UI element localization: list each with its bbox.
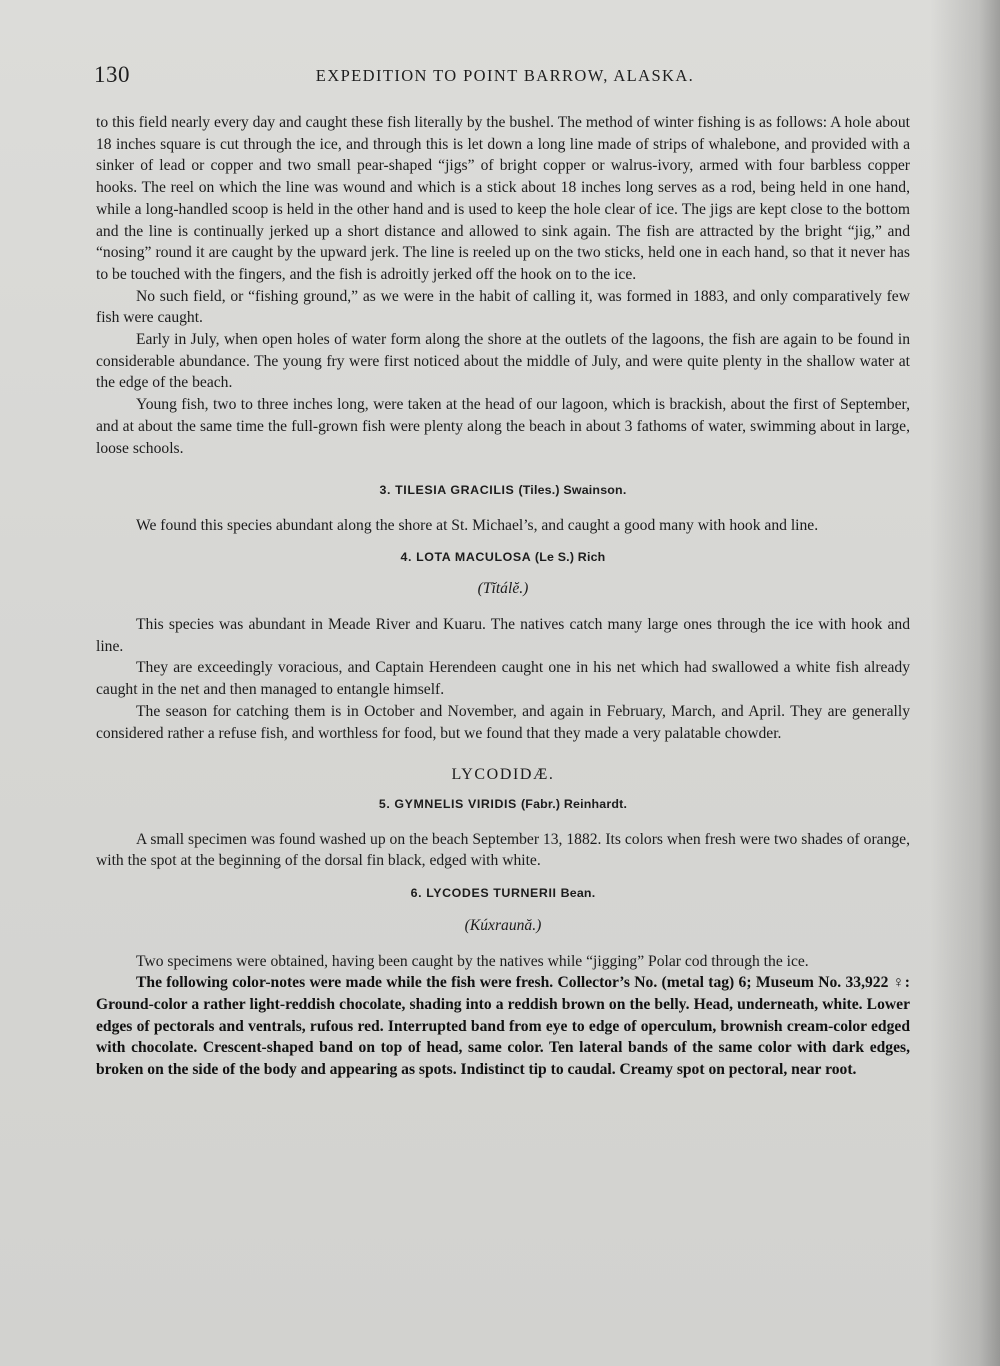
native-name-lycodes: (Kúxraună.): [464, 916, 542, 934]
species-name: 3. TILESIA GRACILIS: [379, 483, 515, 498]
species-heading-gymnelis: [96, 794, 910, 816]
paragraph-lota-voracious: They are exceedingly voracious, and Captain Herendeen caught one in his net which had swallowed a white fish already caught in the net and then managed to entangle himself.: [96, 659, 910, 699]
species-heading-lycodes: [96, 883, 910, 905]
running-title: EXPEDITION TO POINT BARROW, ALASKA.: [315, 66, 695, 85]
species-author: (Fabr.) Reinhardt.: [520, 796, 628, 811]
native-name-lota: (Tĭtálĕ.): [477, 580, 529, 598]
species-author: (Le S.) Rich: [534, 549, 606, 564]
paragraph-lycodes-specimens: Two specimens were obtained, having been caught by the natives while “jigging” Polar cod through the ice.: [136, 952, 809, 970]
paragraph-young-fish: Young fish, two to three inches long, were taken at the head of our lagoon, which is brackish, about the first of September, and at about the same time the full-grown fish were plenty along the beach in about 3 fathoms of water, swimming about in large, loose schools.: [96, 396, 910, 457]
species-author: (Tiles.) Swainson.: [518, 483, 627, 498]
page-edge-shadow: [930, 0, 1000, 1366]
page-number: 130: [94, 62, 130, 87]
paragraph-tilesia: We found this species abundant along the shore at St. Michael’s, and caught a good many with hook and line.: [136, 516, 819, 534]
paragraph-fishing-ground: No such field, or “fishing ground,” as we were in the habit of calling it, was formed in 1883, and only comparatively few fish were caught.: [96, 287, 910, 327]
paragraph-early-july: Early in July, when open holes of water form along the shore at the outlets of the lagoons, the fish are again to be found in considerable abundance. The young fry were first noticed about the middle of July, and were quite plenty in the shallow water at the edge of the beach.: [96, 331, 910, 392]
species-name: 6. LYCODES TURNERII: [410, 886, 557, 901]
paragraph-lota-season: The season for catching them is in October and November, and again in February, March, and April. They are generally considered rather a refuse fish, and worthless for food, but we found that they made a very palatable chowder.: [96, 702, 910, 742]
species-author: Bean.: [560, 886, 596, 901]
paragraph-lycodes-color-notes: The following color-notes were made while the fish were fresh. Collector’s No. (metal tag) 6; Museum No. 33,922 ♀: Ground-color a rather light-reddish chocolate, shading into a reddish brown on the belly. Head, underneath, white. Lower edges of pectorals and ventrals, rufous red. Interrupted band from eye to edge of operculum, brownish cream-color edged with chocolate. Crescent-shaped band on top of head, same color. Ten lateral bands of the same color with dark edges, broken on the side of the body and appearing as spots. Indistinct tip to caudal. Creamy spot on pectoral, near root.: [96, 974, 910, 1079]
paragraph-winter-fishing: to this field nearly every day and caught these fish literally by the bushel. The method of winter fishing is as follows: A hole about 18 inches square is cut through the ice, and through this is let down a long line made of strips of whalebone, and provided with a sinker of lead or copper and two small pear-shaped “jigs” of bright copper or walrus-ivory, armed with four barbless copper hooks. The reel on which the line was wound and which is a stick about 18 inches long serves as a rod, being held in one hand, while a long-handled scoop is held in the other hand and is used to keep the hole clear of ice. The jigs are kept close to the bottom and the line is continually jerked up a short distance and allowed to sink again. The fish are attracted by the bright “jig,” and “nosing” round it are caught by the upward jerk. The line is reeled up on the two sticks, held one in each hand, so that it never has to be touched with the fingers, and the fish is adroitly jerked off the hook on to the ice.: [96, 114, 910, 283]
species-name: 5. GYMNELIS VIRIDIS: [378, 796, 517, 811]
page-body: [96, 112, 910, 1081]
species-name: 4. LOTA MACULOSA: [400, 549, 531, 564]
page-header: [94, 62, 916, 92]
family-heading: LYCODIDÆ.: [451, 766, 555, 784]
paragraph-lota-abundance: This species was abundant in Meade River and Kuaru. The natives catch many large ones through the ice with hook and line.: [96, 616, 910, 655]
paragraph-gymnelis: A small specimen was found washed up on the beach September 13, 1882. Its colors when fresh were two shades of orange, with the spot at the beginning of the dorsal fin black, edged with white.: [96, 830, 910, 870]
species-heading-lota: [96, 547, 910, 569]
species-heading-tilesia: [96, 480, 910, 502]
